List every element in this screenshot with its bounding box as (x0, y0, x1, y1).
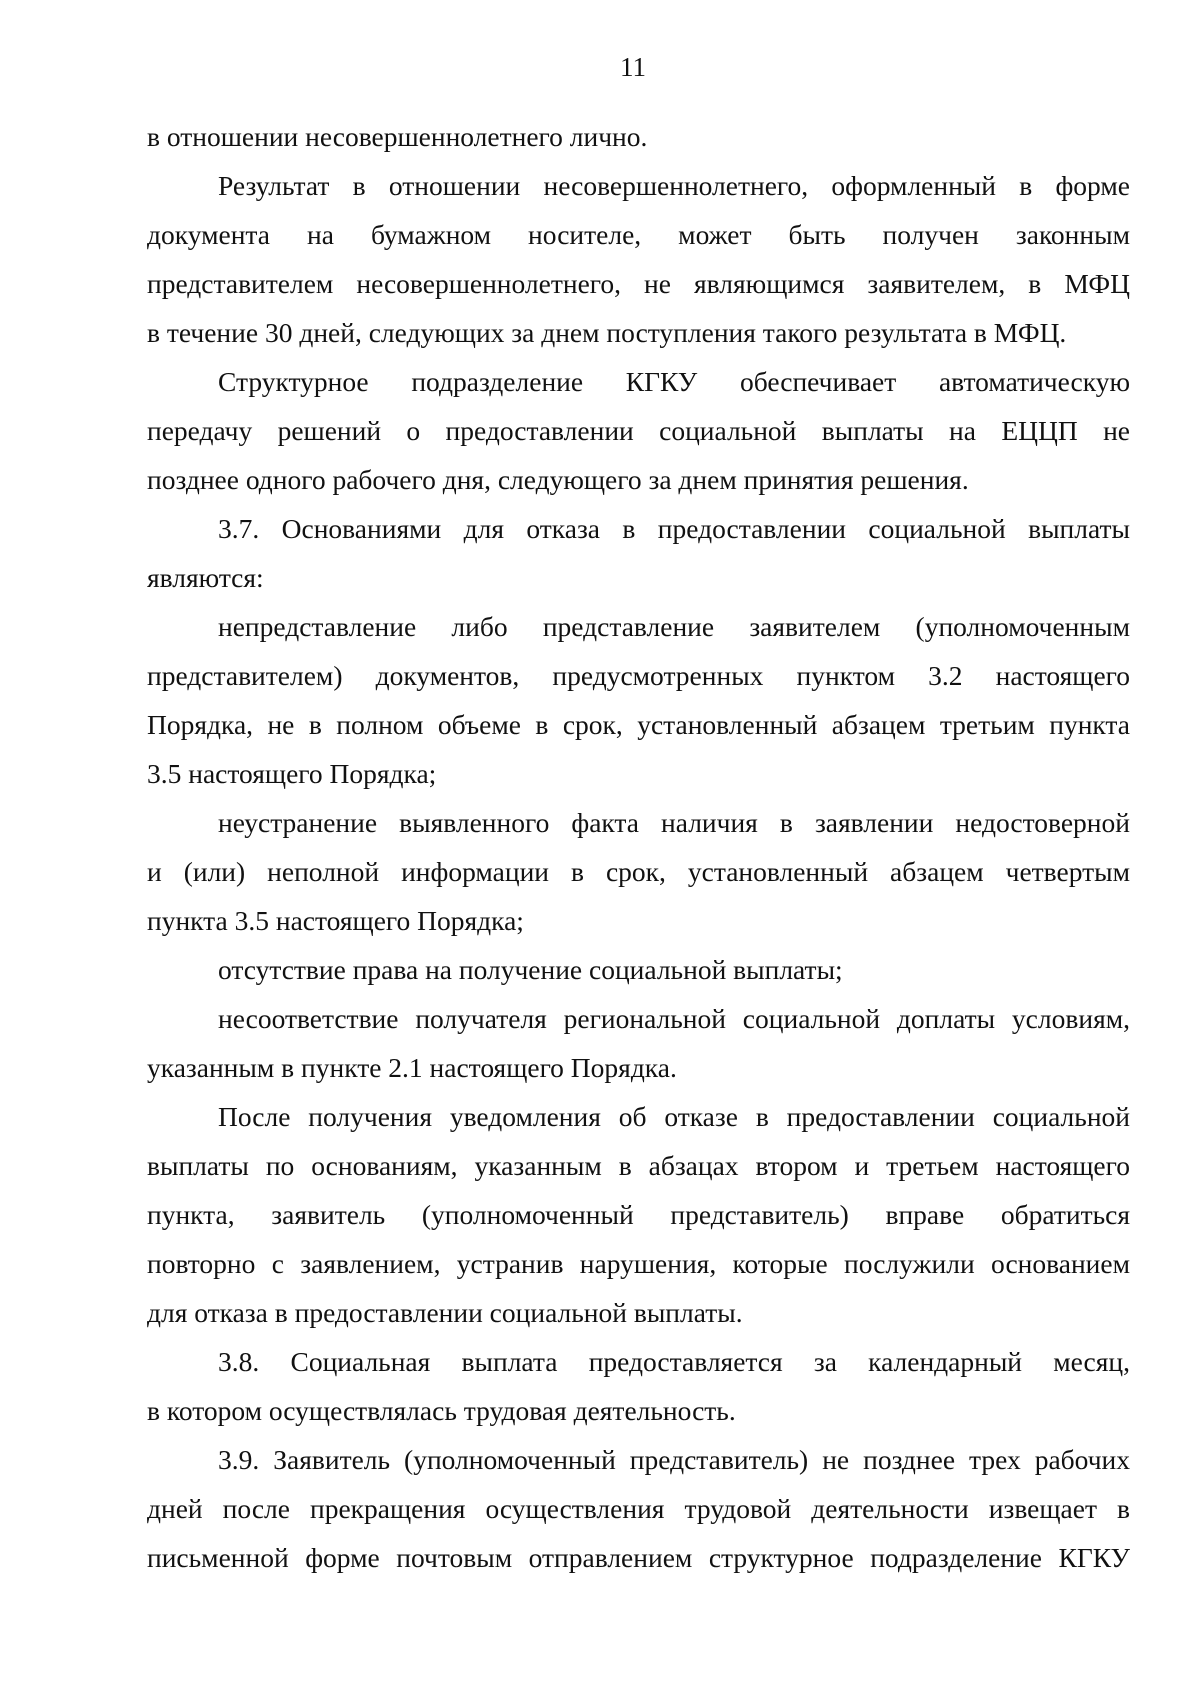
text-line: несоответствие получателя региональной социальной доплаты условиям, (218, 1003, 1130, 1034)
text-line: После получения уведомления об отказе в предоставлении социальной (218, 1101, 1130, 1132)
text-line: являются: (147, 562, 264, 593)
text-line: представителем) документов, предусмотренных пунктом 3.2 настоящего (147, 660, 1130, 691)
text-line: пункта, заявитель (уполномоченный представитель) вправе обратиться (147, 1199, 1130, 1230)
text-line: Структурное подразделение КГКУ обеспечивает автоматическую (218, 366, 1130, 397)
page-number: 11 (620, 52, 646, 82)
text-line: для отказа в предоставлении социальной выплаты. (147, 1297, 743, 1328)
paragraph (147, 798, 1130, 945)
paragraph (147, 1435, 1130, 1582)
text-line: Результат в отношении несовершеннолетнего, оформленный в форме (218, 170, 1130, 201)
paragraph (147, 602, 1130, 798)
text-line: позднее одного рабочего дня, следующего за днем принятия решения. (147, 464, 969, 495)
paragraph (147, 504, 1130, 602)
paragraph (147, 161, 1130, 357)
paragraph (147, 945, 1130, 994)
text-line: 3.8. Социальная выплата предоставляется за календарный месяц, (218, 1346, 1130, 1377)
document-body (147, 112, 1130, 1582)
text-line: указанным в пункте 2.1 настоящего Порядка. (147, 1052, 677, 1083)
text-line: неустранение выявленного факта наличия в заявлении недостоверной (218, 807, 1130, 838)
text-line: представителем несовершеннолетнего, не являющимся заявителем, в МФЦ (147, 268, 1130, 299)
paragraph (147, 112, 1130, 161)
text-line: документа на бумажном носителе, может быть получен законным (147, 219, 1130, 250)
text-line: в течение 30 дней, следующих за днем поступления такого результата в МФЦ. (147, 317, 1067, 348)
text-line: дней после прекращения осуществления трудовой деятельности извещает в (147, 1493, 1130, 1524)
text-line: повторно с заявлением, устранив нарушения, которые послужили основанием (147, 1248, 1130, 1279)
text-line: отсутствие права на получение социальной выплаты; (218, 954, 843, 985)
paragraph (147, 357, 1130, 504)
text-line: 3.7. Основаниями для отказа в предоставлении социальной выплаты (218, 513, 1130, 544)
text-line: 3.9. Заявитель (уполномоченный представитель) не позднее трех рабочих (218, 1444, 1130, 1475)
paragraph (147, 1092, 1130, 1337)
text-line: в котором осуществлялась трудовая деятельность. (147, 1395, 736, 1426)
text-line: и (или) неполной информации в срок, установленный абзацем четвертым (147, 856, 1130, 887)
text-line: Порядка, не в полном объеме в срок, установленный абзацем третьим пункта (147, 709, 1130, 740)
paragraph (147, 994, 1130, 1092)
text-line: передачу решений о предоставлении социальной выплаты на ЕЦЦП не (147, 415, 1130, 446)
text-line: пункта 3.5 настоящего Порядка; (147, 905, 524, 936)
paragraph (147, 1337, 1130, 1435)
text-line: непредставление либо представление заявителем (уполномоченным (218, 611, 1130, 642)
text-line: 3.5 настоящего Порядка; (147, 758, 437, 789)
text-line: выплаты по основаниям, указанным в абзацах втором и третьем настоящего (147, 1150, 1130, 1181)
text-line: письменной форме почтовым отправлением структурное подразделение КГКУ (147, 1542, 1130, 1573)
text-line: в отношении несовершеннолетнего лично. (147, 121, 648, 152)
